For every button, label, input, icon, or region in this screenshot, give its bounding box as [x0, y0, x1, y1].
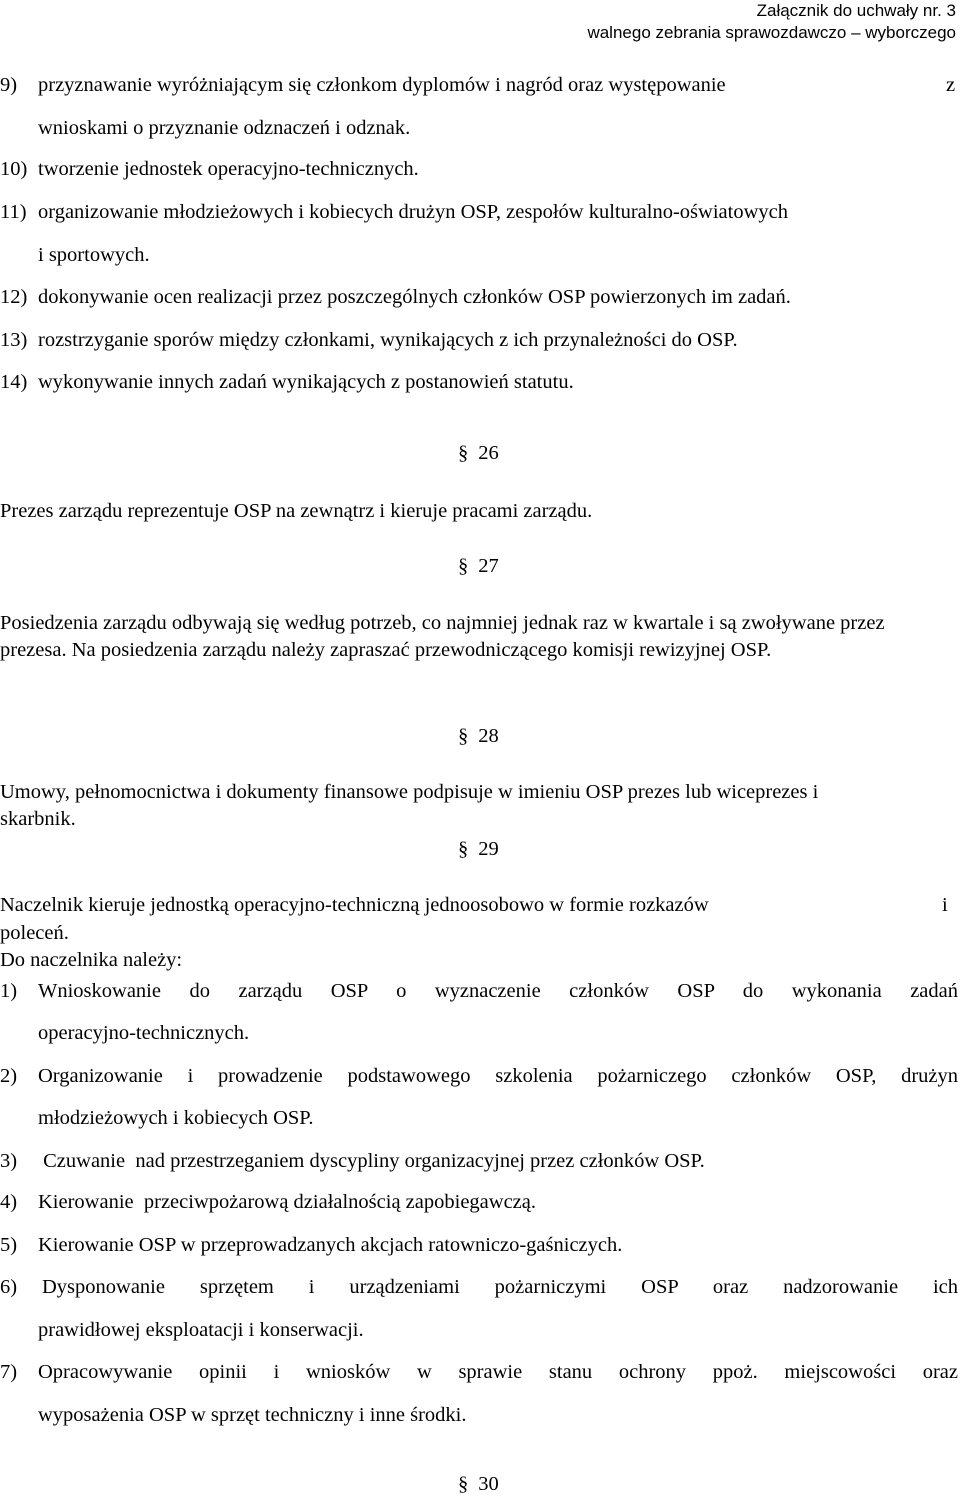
list-item-text-continued: wnioskami o przyznanie odznaczeń i odznak.	[38, 117, 411, 139]
list-item-number: 3)	[0, 1150, 18, 1172]
section-number: 28	[478, 725, 499, 747]
section-symbol: §	[458, 1473, 469, 1495]
list-item-number: 12)	[0, 286, 28, 308]
document-header	[587, 0, 956, 44]
list-item-text-tail: z	[946, 74, 956, 96]
list-item-text-continued: młodzieżowych i kobiecych OSP.	[38, 1107, 314, 1129]
list-item-text: wykonywanie innych zadań wynikających z postanowień statutu.	[38, 371, 574, 393]
section-symbol: §	[458, 725, 469, 747]
list-item	[0, 72, 17, 98]
section-paragraph: Prezes zarządu reprezentuje OSP na zewnątrz i kieruje pracami zarządu.	[0, 500, 593, 522]
list-item-text: przyznawanie wyróżniającym się członkom dyplomów i nagród oraz występowanie	[38, 74, 726, 96]
list-item-number: 4)	[0, 1191, 18, 1213]
section-number: 27	[478, 555, 499, 577]
section-symbol: §	[458, 442, 469, 464]
section-number: 26	[478, 442, 499, 464]
section-heading	[458, 440, 499, 466]
list-item-text: rozstrzyganie sporów między członkami, wynikających z ich przynależności do OSP.	[38, 329, 738, 351]
list-item-number: 11)	[0, 201, 27, 223]
section-paragraph: Umowy, pełnomocnictwa i dokumenty finansowe podpisuje w imieniu OSP prezes lub wiceprezes i skarbnik.	[0, 781, 819, 830]
section-number: 29	[478, 838, 499, 860]
list-item-number: 10)	[0, 158, 28, 180]
list-item-text: Kierowanie przeciwpożarową działalnością zapobiegawczą.	[38, 1191, 536, 1213]
section-symbol: §	[458, 555, 469, 577]
section-paragraph: Naczelnik kieruje jednostką operacyjno-techniczną jednoosobowo w formie rozkazów	[0, 894, 709, 916]
list-item-text: Opracowywanie opinii i wniosków w sprawie stanu ochrony ppoż. miejscowości oraz	[38, 1361, 958, 1383]
header-line-1: Załącznik do uchwały nr. 3	[756, 1, 956, 20]
list-item-text-continued: wyposażenia OSP w sprzęt techniczny i inne środki.	[38, 1404, 467, 1426]
section-number: 30	[478, 1473, 499, 1495]
list-item-number: 6)	[0, 1276, 18, 1298]
list-item-text-continued: prawidłowej eksploatacji i konserwacji.	[38, 1319, 364, 1341]
list-item-number: 5)	[0, 1234, 18, 1256]
list-item-number: 1)	[0, 980, 18, 1002]
section-heading	[458, 723, 499, 749]
list-item-text: dokonywanie ocen realizacji przez poszczególnych członków OSP powierzonych im zadań.	[38, 286, 791, 308]
list-item-text-continued: operacyjno-technicznych.	[38, 1022, 250, 1044]
section-heading	[458, 553, 499, 579]
list-item-number: 13)	[0, 329, 28, 351]
section-paragraph: Posiedzenia zarządu odbywają się według potrzeb, co najmniej jednak raz w kwartale i są zwoływane przez prezesa. Na posiedzenia zarządu należy zapraszać przewodniczącego komisji rewizyjnej OSP.	[0, 612, 885, 661]
list-item-text: Czuwanie nad przestrzeganiem dyscypliny organizacyjnej przez członków OSP.	[38, 1150, 705, 1172]
section-heading	[458, 836, 499, 862]
list-item-number: 14)	[0, 371, 28, 393]
header-line-2: walnego zebrania sprawozdawczo – wyborczego	[587, 23, 956, 42]
list-item-number: 2)	[0, 1065, 18, 1087]
section-intro: Do naczelnika należy:	[0, 949, 183, 971]
list-item-text: tworzenie jednostek operacyjno-technicznych.	[38, 158, 419, 180]
section-paragraph-tail: i	[942, 894, 948, 916]
list-item-text: organizowanie młodzieżowych i kobiecych drużyn OSP, zespołów kulturalno-oświatowych	[38, 201, 788, 223]
section-paragraph-continued: poleceń.	[0, 922, 69, 944]
list-item-number: 7)	[0, 1361, 18, 1383]
list-item-text: Dysponowanie sprzętem i urządzeniami pożarniczymi OSP oraz nadzorowanie ich	[42, 1276, 958, 1298]
section-symbol: §	[458, 838, 469, 860]
list-item-number: 9)	[0, 74, 18, 96]
list-item-text-continued: i sportowych.	[38, 244, 150, 266]
list-item-text: Organizowanie i prowadzenie podstawowego szkolenia pożarniczego członków OSP, drużyn	[38, 1065, 958, 1087]
list-item-text: Wnioskowanie do zarządu OSP o wyznaczenie członków OSP do wykonania zadań	[38, 980, 958, 1002]
section-heading	[458, 1471, 499, 1497]
list-item-text: Kierowanie OSP w przeprowadzanych akcjach ratowniczo-gaśniczych.	[38, 1234, 623, 1256]
